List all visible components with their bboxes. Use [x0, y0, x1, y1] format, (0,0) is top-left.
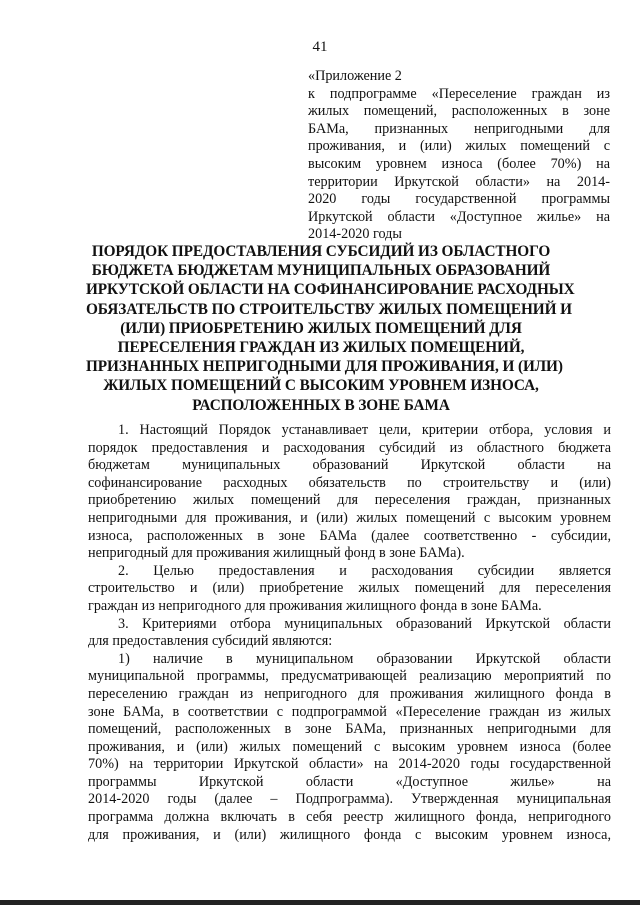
body-line: 70%) на территории Иркутской области» на 2014-2020 годы государственной	[88, 756, 611, 773]
body-line: для предоставления субсидий являются:	[88, 633, 333, 650]
body-line: бюджетам муниципальных образований Иркутской области на	[88, 457, 611, 474]
body-line: строительство и (или) приобретение жилых помещений для переселения	[88, 580, 611, 597]
body-line: непригодными для проживания, и (или) жилых помещений с высоким уровнем	[88, 509, 611, 526]
body-text	[88, 422, 611, 844]
appendix-line: 2014-2020 годы	[308, 226, 402, 243]
title-line: ЖИЛЫХ ПОМЕЩЕНИЙ С ВЫСОКИМ УРОВНЕМ ИЗНОСА,	[103, 377, 539, 395]
appendix-line: проживания, и (или) жилых помещений с	[308, 138, 610, 155]
title-line: ОБЯЗАТЕЛЬСТВ ПО СТРОИТЕЛЬСТВУ ЖИЛЫХ ПОМЕЩЕНИЙ И	[86, 300, 572, 318]
title-line: РАСПОЛОЖЕННЫХ В ЗОНЕ БАМА	[192, 396, 450, 414]
scan-bottom-edge	[0, 900, 640, 905]
body-line: помещений, расположенных в зоне БАМа, признанных непригодными для	[88, 721, 611, 738]
body-line: софинансирование расходных обязательств по строительству и (или)	[88, 474, 611, 491]
appendix-line: жилых помещений, расположенных в зоне	[308, 103, 610, 120]
appendix-line: высоким уровнем износа (более 70%) на	[308, 155, 610, 172]
title-line: ИРКУТСКОЙ ОБЛАСТИ НА СОФИНАНСИРОВАНИЕ РАСХОДНЫХ	[86, 281, 575, 299]
body-line: 1) наличие в муниципальном образовании Иркутской области	[118, 650, 611, 667]
body-line: порядок предоставления и расходования субсидий из областного бюджета	[88, 439, 611, 456]
title-line: ПОРЯДОК ПРЕДОСТАВЛЕНИЯ СУБСИДИЙ ИЗ ОБЛАСТНОГО	[91, 243, 551, 260]
title-line: ПРИЗНАННЫХ НЕПРИГОДНЫМИ ДЛЯ ПРОЖИВАНИЯ, И (ИЛИ)	[86, 358, 563, 376]
appendix-line: к подпрограмме «Переселение граждан из	[308, 85, 610, 102]
body-line: граждан из непригодного для проживания жилищного фонда в зоне БАМа.	[88, 597, 542, 614]
appendix-line: территории Иркутской области» на 2014-	[308, 173, 610, 190]
page-number: 41	[312, 39, 328, 55]
body-line: для проживания, и (или) жилищного фонда с высоким уровнем износа,	[88, 826, 611, 843]
body-line: программа должна включать в себя реестр жилищного фонда, непригодного	[88, 809, 611, 826]
appendix-header	[308, 68, 610, 244]
appendix-line: БАМа, признанных непригодными для	[308, 120, 610, 137]
body-line: 2014-2020 годы (далее – Подпрограмма). Утвержденная муниципальная	[88, 791, 611, 808]
body-line: переселению граждан из непригодного для проживания жилищного фонда в	[88, 685, 611, 702]
title-line: (ИЛИ) ПРИОБРЕТЕНИЮ ЖИЛЫХ ПОМЕЩЕНИЙ ДЛЯ	[120, 319, 522, 337]
body-line: программы Иркутской области «Доступное жилье» на	[88, 773, 611, 790]
body-line: 1. Настоящий Порядок устанавливает цели, критерии отбора, условия и	[118, 422, 611, 438]
body-line: проживания, и (или) жилых помещений с высоким уровнем износа (более	[88, 738, 611, 755]
body-line: муниципальной программы, предусматривающей реализацию мероприятий по	[88, 668, 611, 685]
body-line: износа, расположенных в зоне БАМа (далее соответственно - субсидии,	[88, 527, 611, 544]
body-line: приобретению жилых помещений для переселения граждан, признанных	[88, 492, 611, 509]
title-line: БЮДЖЕТА БЮДЖЕТАМ МУНИЦИПАЛЬНЫХ ОБРАЗОВАНИЙ	[91, 262, 551, 280]
body-line: 3. Критериями отбора муниципальных образований Иркутской области	[118, 615, 611, 632]
appendix-line: Иркутской области «Доступное жилье» на	[308, 208, 610, 225]
title-line: ПЕРЕСЕЛЕНИЯ ГРАЖДАН ИЗ ЖИЛЫХ ПОМЕЩЕНИЙ,	[117, 339, 525, 357]
body-line: зоне БАМа, в соответствии с подпрограммой «Переселение граждан из жилых	[88, 703, 611, 720]
document-title	[86, 242, 575, 415]
appendix-line: «Приложение 2	[308, 68, 402, 84]
body-line: непригодный для проживания жилищный фонд в зоне БАМа).	[88, 545, 465, 562]
appendix-line: 2020 годы государственной программы	[308, 191, 610, 208]
body-line: 2. Целью предоставления и расходования субсидии является	[118, 562, 611, 579]
